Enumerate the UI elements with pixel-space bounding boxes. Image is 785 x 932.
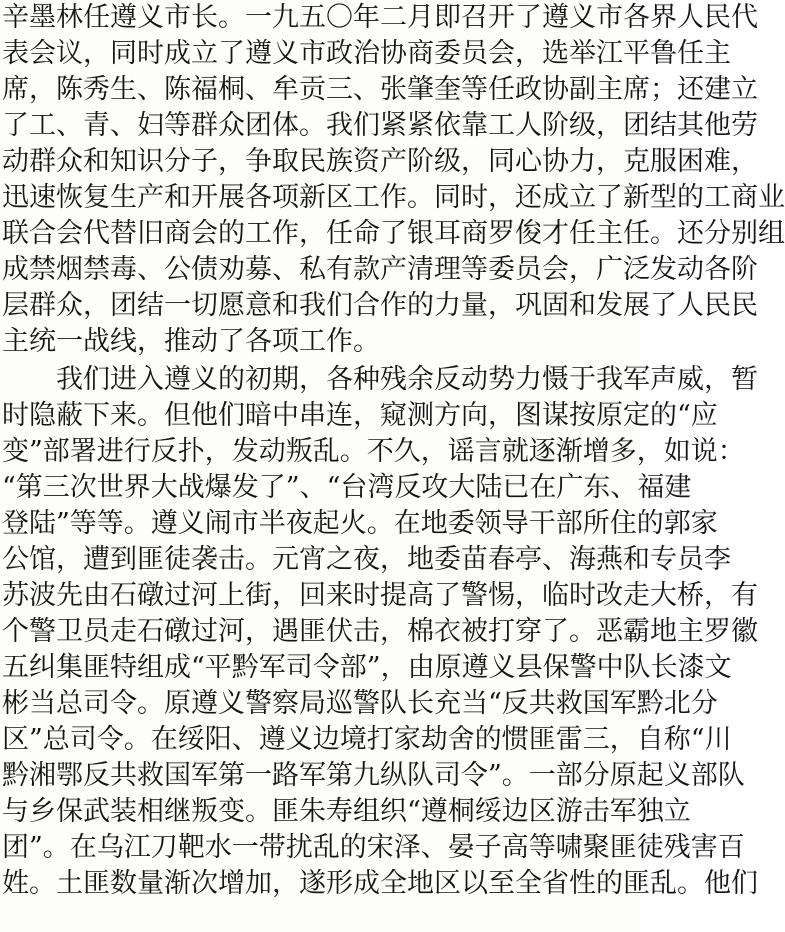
text-line: 主统一战线，推动了各项工作。: [2, 326, 380, 357]
text-line: 我们进入遵义的初期，各种残余反动势力慑于我军声威，暂: [56, 364, 758, 395]
text-line: “第三次世界大战爆发了”、“台湾反攻大陆已在广东、福建: [2, 472, 692, 503]
text-line: 辛墨林任遵义市长。一九五〇年二月即召开了遵义市各界人民代: [2, 2, 758, 33]
text-line: 表会议，同时成立了遵义市政治协商委员会，选举江平鲁任主: [2, 38, 731, 69]
paragraph: [2, 0, 785, 360]
text-line: 黔湘鄂反共救国军第一路军第九纵队司令”。一部分原起义部队: [2, 760, 745, 791]
text-line: 区”总司令。在绥阳、遵义边境打家劫舍的惯匪雷三，自称“川: [2, 724, 732, 755]
text-line: 公馆，遭到匪徒袭击。元宵之夜，地委苗春亭、海燕和专员李: [2, 544, 731, 575]
text-line: 了工、青、妇等群众团体。我们紧紧依靠工人阶级，团结其他劳: [2, 110, 758, 141]
text-line: 与乡保武装相继叛变。匪朱寿组织“遵桐绥边区游击军独立: [2, 796, 691, 827]
text-line: 动群众和知识分子，争取民族资产阶级，同心协力，克服困难，: [2, 146, 758, 177]
text-line: 迅速恢复生产和开展各项新区工作。同时，还成立了新型的工商业: [2, 182, 785, 213]
paragraph: [2, 362, 758, 902]
text-line: 个警卫员走石礅过河，遇匪伏击，棉衣被打穿了。恶霸地主罗徽: [2, 616, 758, 647]
text-line: 姓。土匪数量渐次增加，遂形成全地区以至全省性的匪乱。他们: [2, 868, 758, 899]
text-line: 层群众，团结一切愿意和我们合作的力量，巩固和发展了人民民: [2, 290, 758, 321]
text-line: 彬当总司令。原遵义警察局巡警队长充当“反共救国军黔北分: [2, 688, 718, 719]
document-body: [2, 0, 785, 902]
text-line: 成禁烟禁毒、公债劝募、私有款产清理等委员会，广泛发动各阶: [2, 254, 758, 285]
text-line: 团”。在乌江刀靶水一带扰乱的宋泽、晏子高等啸聚匪徒残害百: [2, 832, 745, 863]
text-line: 时隐蔽下来。但他们暗中串连，窥测方向，图谋按原定的“应: [2, 400, 718, 431]
text-line: 登陆”等等。遵义闹市半夜起火。在地委领导干部所住的郭家: [2, 508, 718, 539]
text-line: 苏波先由石礅过河上街，回来时提高了警惕，临时改走大桥，有: [2, 580, 758, 611]
text-line: 席，陈秀生、陈福桐、牟贡三、张肇奎等任政协副主席；还建立: [2, 74, 758, 105]
text-line: 五纠集匪特组成“平黔军司令部”，由原遵义县保警中队长漆文: [2, 652, 732, 683]
text-line: 联合会代替旧商会的工作，任命了银耳商罗俊才任主任。还分别组: [2, 218, 785, 249]
text-line: 变”部署进行反扑，发动叛乱。不久，谣言就逐渐增多，如说：: [2, 436, 745, 467]
